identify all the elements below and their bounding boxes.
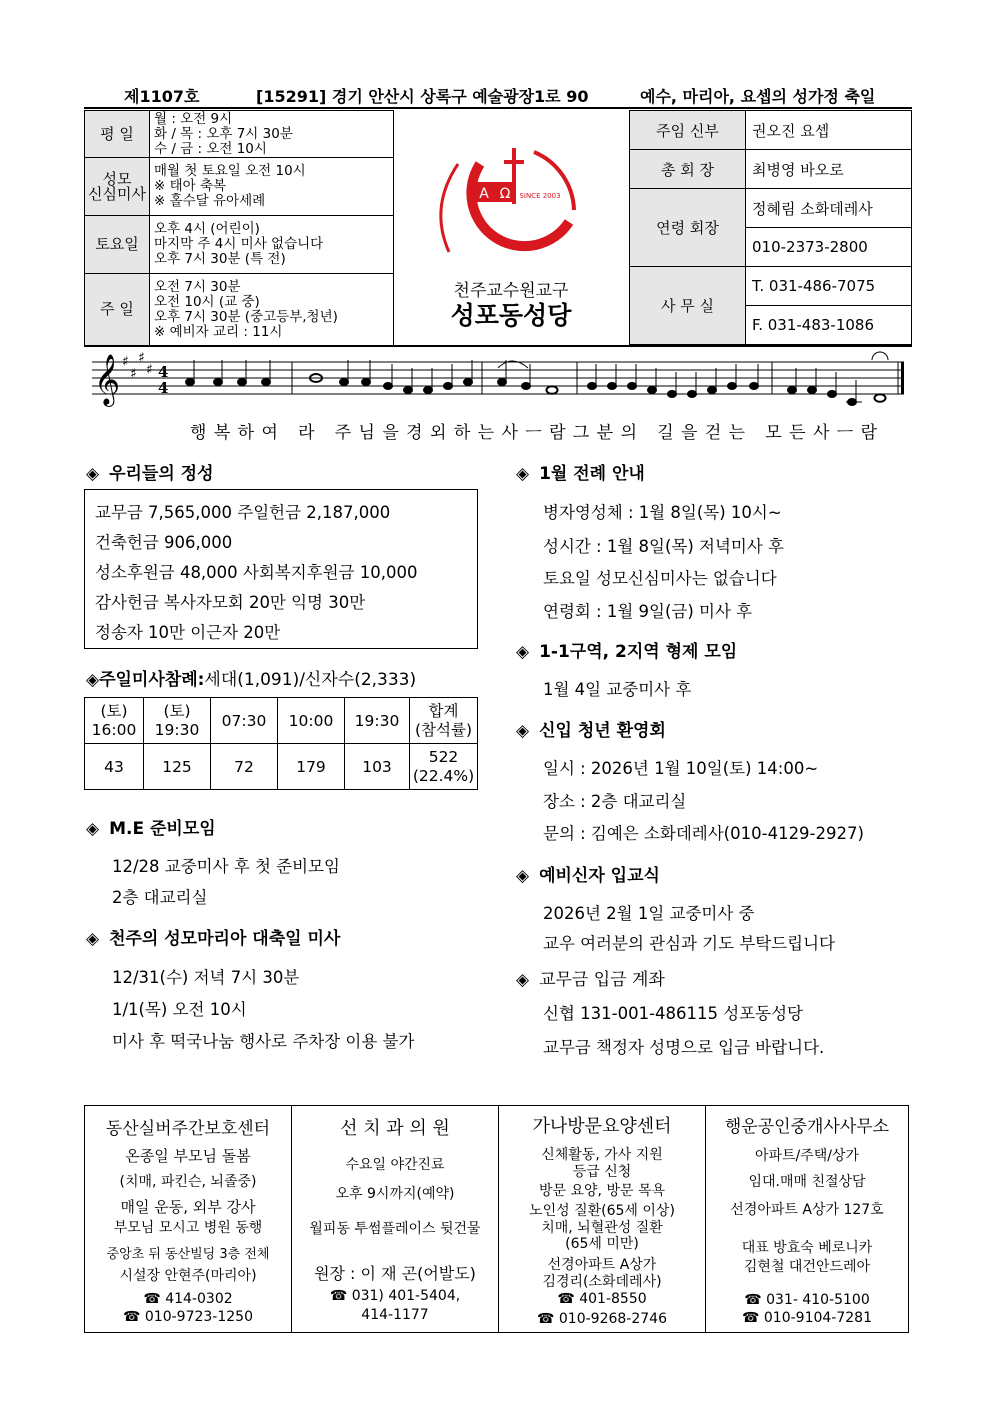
youth-line: 문의 : 김예은 소화데레사(010-4129-2927)	[543, 824, 864, 843]
ad-care-center: 가나방문요양센터 신체활동, 가사 지원 등급 신청 방문 요양, 방문 목욕 노인성 질환(65세 이상) 치매, 뇌혈관성 질환 (65세 미만) 선경아파트 A상가 김경리(소화데레사) ☎ 401-8550 ☎ 010-9268-2746	[499, 1106, 706, 1333]
diamond-icon: ◈	[516, 464, 530, 484]
header-rule	[84, 107, 912, 109]
hymn-score	[92, 348, 912, 418]
schedule-weekday: 월 : 오전 9시 화 / 목 : 오후 7시 30분 수 / 금 : 오전 10시	[150, 111, 394, 158]
offering-line: 감사헌금 복사자모회 20만 익명 30만	[95, 593, 366, 612]
senior-label: 연령 회장	[630, 189, 746, 267]
att-value: 72	[211, 744, 278, 790]
att-total: 522 (22.4%)	[410, 744, 478, 790]
parish-info-table	[629, 110, 912, 345]
time-sig-top-icon: 4	[158, 363, 169, 381]
pastor-label: 주임 신부	[630, 111, 746, 150]
catechumen-line: 교우 여러분의 관심과 기도 부탁드립니다	[543, 934, 835, 953]
logo-since: SINCE 2003	[519, 192, 561, 200]
schedule-marian: 매월 첫 토요일 오전 10시 ※ 태아 축복 ※ 홀수달 유아세례	[150, 158, 394, 216]
senior-name: 정혜림 소화데레사	[746, 189, 912, 228]
youth-line: 장소 : 2층 대교리실	[543, 792, 687, 811]
office-fax: F. 031-483-1086	[746, 306, 912, 345]
att-value: 43	[85, 744, 144, 790]
hymn-lyrics: 행복하여 라 주님을경외하는사ㅡ람그분의 길을걷는 모든사ㅡ람	[190, 423, 885, 443]
svg-text:♯: ♯	[130, 366, 137, 382]
att-header: (토) 16:00	[85, 698, 144, 744]
mass-schedule-table	[84, 110, 394, 346]
att-value: 103	[345, 744, 410, 790]
parish-address: [15291] 경기 안산시 상록구 예술광장1로 90	[256, 87, 589, 106]
offering-line: 정송자 10만 이근자 20만	[95, 623, 281, 642]
diocese-name: 천주교수원교구	[453, 281, 569, 301]
me-line: 2층 대교리실	[112, 888, 208, 907]
me-title: ◈ M.E 준비모임	[86, 819, 216, 839]
notes-icon	[186, 360, 886, 406]
office-tel: T. 031-486-7075	[746, 267, 912, 306]
president-name: 최병영 바오로	[746, 150, 912, 189]
att-header: 19:30	[345, 698, 410, 744]
ad-realty: 행운공인중개사사무소 아파트/주택/상가 임대.매매 친절상담 선경아파트 A상가 127호 대표 방효숙 베로니카 김현철 대건안드레아 ☎ 031- 410-5100 ☎ 010-9104-7281	[706, 1106, 909, 1333]
issue-number: 제1107호	[124, 87, 200, 106]
time-sig-bottom-icon: 4	[158, 379, 169, 397]
diamond-icon: ◈	[516, 866, 530, 886]
att-header: 합계 (참석률)	[410, 698, 478, 744]
att-header: 07:30	[211, 698, 278, 744]
liturgy-title: ◈ 1월 전례 안내	[516, 464, 645, 484]
president-label: 총 회 장	[630, 150, 746, 189]
diamond-icon: ◈	[86, 464, 100, 484]
account-title: ◈ 교무금 입금 계좌	[516, 970, 665, 990]
offering-title: ◈ 우리들의 정성	[86, 464, 214, 484]
schedule-label-saturday: 토요일	[85, 216, 150, 274]
solemnity-title: ◈ 천주의 성모마리아 대축일 미사	[86, 929, 341, 949]
att-value: 179	[278, 744, 345, 790]
pastor-name: 권오진 요셉	[746, 111, 912, 150]
attendance-table	[84, 697, 478, 790]
solemnity-line: 1/1(목) 오전 10시	[112, 1000, 247, 1019]
me-line: 12/28 교중미사 후 첫 준비모임	[112, 857, 340, 876]
svg-text:♯: ♯	[146, 362, 153, 378]
solemnity-line: 12/31(수) 저녁 7시 30분	[112, 968, 300, 987]
district-line: 1월 4일 교중미사 후	[543, 680, 692, 699]
feast-title: 예수, 마리아, 요셉의 성가정 축일	[640, 87, 876, 106]
att-value: 125	[144, 744, 211, 790]
offering-box	[84, 489, 478, 649]
catechumen-line: 2026년 2월 1일 교중미사 중	[543, 904, 755, 923]
liturgy-line: 병자영성체 : 1월 8일(목) 10시~	[543, 503, 782, 522]
attendance-title: ◈주일미사참례:세대(1,091)/신자수(2,333)	[86, 670, 417, 690]
offering-line: 성소후원금 48,000 사회복지후원금 10,000	[95, 563, 418, 582]
schedule-label-marian: 성모 신심미사	[85, 158, 150, 216]
offering-line: 교무금 7,565,000 주일헌금 2,187,000	[95, 503, 391, 522]
treble-clef-icon: 𝄞	[94, 354, 121, 405]
diamond-icon: ◈	[86, 929, 100, 949]
youth-line: 일시 : 2026년 1월 10일(토) 14:00~	[543, 759, 819, 778]
att-header: 10:00	[278, 698, 345, 744]
schedule-label-sunday: 주 일	[85, 274, 150, 346]
youth-title: ◈ 신입 청년 환영회	[516, 721, 666, 741]
liturgy-line: 연령회 : 1월 9일(금) 미사 후	[543, 602, 753, 621]
schedule-sunday: 오전 7시 30분 오전 10시 (교 중) 오후 7시 30분 (중고등부,청년) ※ 예비자 교리 : 11시	[150, 274, 394, 346]
senior-phone: 010-2373-2800	[746, 228, 912, 267]
liturgy-line: 성시간 : 1월 8일(목) 저녁미사 후	[543, 537, 784, 556]
ad-dental-clinic: 선 치 과 의 원 수요일 야간진료 오후 9시까지(예약) 월피동 투썸플레이스 뒷건물 원장 : 이 재 곤(어발도) ☎ 031) 401-5404, 414-1177	[292, 1106, 499, 1333]
diamond-icon: ◈	[516, 721, 530, 741]
account-line: 교무금 책정자 성명으로 입금 바랍니다.	[543, 1038, 825, 1057]
diamond-icon: ◈	[86, 819, 100, 839]
parish-name: 성포동성당	[450, 301, 572, 330]
att-header: (토) 19:30	[144, 698, 211, 744]
diamond-icon: ◈	[516, 642, 530, 662]
svg-text:♯: ♯	[122, 354, 129, 370]
liturgy-line: 토요일 성모신심미사는 없습니다	[543, 569, 777, 588]
key-signature-icon	[122, 350, 153, 382]
logo-omega: Ω	[499, 186, 511, 202]
solemnity-line: 미사 후 떡국나눔 행사로 주차장 이용 불가	[112, 1032, 415, 1051]
diamond-icon: ◈	[516, 970, 530, 990]
account-line: 신협 131-001-486115 성포동성당	[543, 1004, 803, 1023]
schedule-label-weekday: 평 일	[85, 111, 150, 158]
logo-alpha: A	[479, 186, 489, 202]
ads-table	[84, 1105, 909, 1333]
catechumen-title: ◈ 예비신자 입교식	[516, 866, 660, 886]
ad-silver-center: 동산실버주간보호센터 온종일 부모님 돌봄 (치매, 파킨슨, 뇌졸중) 매일 운동, 외부 강사 부모님 모시고 병원 동행 중앙초 뒤 동산빌딩 3층 전체 시설장 안현주(마리아) ☎ 414-0302 ☎ 010-9723-1250	[85, 1106, 292, 1333]
district-title: ◈ 1-1구역, 2지역 형제 모임	[516, 642, 738, 662]
schedule-saturday: 오후 4시 (어린이) 마지막 주 4시 미사 없습니다 오후 7시 30분 (특 전)	[150, 216, 394, 274]
attendance-summary: 세대(1,091)/신자수(2,333)	[204, 670, 417, 690]
diamond-icon: ◈	[86, 670, 100, 690]
office-label: 사 무 실	[630, 267, 746, 345]
offering-line: 건축헌금 906,000	[95, 533, 233, 552]
bulletin-header	[84, 82, 908, 108]
svg-text:♯: ♯	[138, 350, 145, 366]
